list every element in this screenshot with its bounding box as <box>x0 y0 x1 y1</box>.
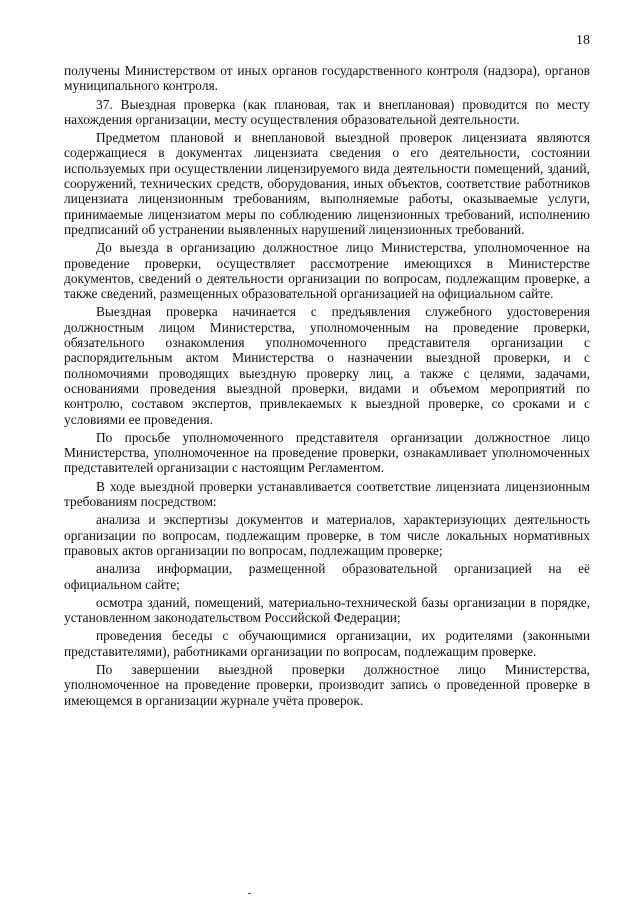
paragraph: анализа информации, размещенной образовательной организацией на её официальном сайте; <box>64 561 590 592</box>
scan-speck <box>248 893 251 894</box>
paragraph: До выезда в организацию должностное лицо Министерства, уполномоченное на проведение проверки, осуществляет рассмотрение имеющихся в Министерстве документов, сведений о деятельности организации по вопросам, подлежащим проверке, а также сведений, размещенных образовательной организацией на официальном сайте. <box>64 240 590 302</box>
document-body <box>64 63 590 711</box>
paragraph: Предметом плановой и внеплановой выездной проверок лицензиата являются содержащиеся в документах лицензиата сведения о его деятельности, состоянии используемых при осуществлении лицензируемого вида деятельности помещений, зданий, сооружений, технических средств, оборудования, иных объектов, соответствие работников лицензиата лицензионным требованиям, выполняемые работы, оказываемые услуги, принимаемые лицензиатом меры по соблюдению лицензионных требований, исполнению предписаний об устранении выявленных нарушений лицензионных требований. <box>64 130 590 237</box>
paragraph: Выездная проверка начинается с предъявления служебного удостоверения должностным лицом Министерства, уполномоченным на проведение проверки, обязательного ознакомления уполномоченного представителя организации с распорядительным актом Министерства о назначении выездной проверки, и с полномочиями проводящих выездную проверку лиц, а также с целями, задачами, основаниями проведения выездной проверки, видами и объемом мероприятий по контролю, составом экспертов, привлекаемых к выездной проверке, со сроками и с условиями ее проведения. <box>64 304 590 427</box>
paragraph: получены Министерством от иных органов государственного контроля (надзора), органов муниципального контроля. <box>64 63 590 94</box>
paragraph: проведения беседы с обучающимися организации, их родителями (законными представителями), работниками организации по вопросам, подлежащим проверке. <box>64 628 590 659</box>
paragraph: 37. Выездная проверка (как плановая, так и внеплановая) проводится по месту нахождения организации, месту осуществления образовательной деятельности. <box>64 96 590 127</box>
paragraph: осмотра зданий, помещений, материально-технической базы организации в порядке, установленном законодательством Российской Федерации; <box>64 594 590 626</box>
paragraph: В ходе выездной проверки устанавливается соответствие лицензиата лицензионным требованиям посредством: <box>64 478 590 510</box>
paragraph: анализа и экспертизы документов и материалов, характеризующих деятельность организации по вопросам, подлежащим проверке, в том числе локальных нормативных правовых актов организации по вопросам, подлежащим проверке; <box>64 512 590 558</box>
page-number: 18 <box>576 33 590 48</box>
paragraph: По завершении выездной проверки должностное лицо Министерства, уполномоченное на проведение проверки, производит запись о проведенной проверке в имеющемся в организации журнале учёта проверок. <box>64 661 590 708</box>
paragraph: По просьбе уполномоченного представителя организации должностное лицо Министерства, уполномоченное на проведение проверки, ознакамливает уполномоченных представителей организации с настоящим Регламентом. <box>64 429 590 476</box>
